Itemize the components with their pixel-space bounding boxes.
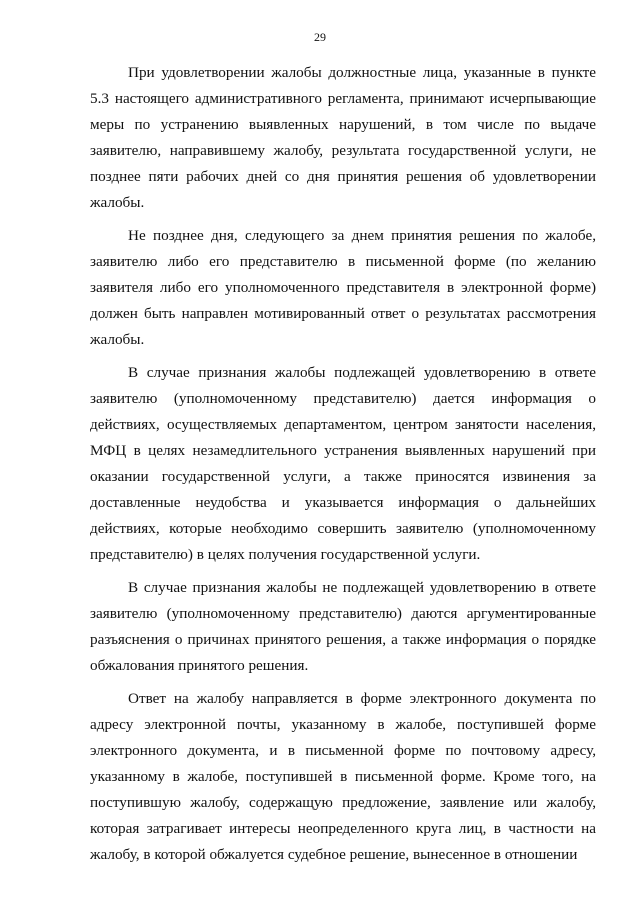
paragraph-line: позднее пяти рабочих дней со дня принятия решения об удовлетворении xyxy=(90,168,596,185)
paragraph-line: жалобы. xyxy=(90,194,145,211)
paragraph-gap xyxy=(90,216,596,223)
paragraph-line: заявителю (уполномоченному представителю) даются аргументированные xyxy=(90,605,596,622)
paragraph-line: жалобу, в которой обжалуется судебное решение, вынесенное в отношении xyxy=(90,846,578,863)
paragraph-line: представителю) в целях получения государственной услуги. xyxy=(90,546,481,563)
paragraph-gap xyxy=(90,679,596,686)
paragraph-line: 5.3 настоящего административного регламента, принимают исчерпывающие xyxy=(90,90,596,107)
paragraph-line: поступившую жалобу, содержащую предложение, заявление или жалобу, xyxy=(90,794,596,811)
paragraph-line: которая затрагивает интересы неопределенного круга лиц, в частности на xyxy=(90,820,596,837)
page-number: 29 xyxy=(314,30,326,44)
paragraph-line: электронного документа, и в письменной форме по почтовому адресу, xyxy=(90,742,596,759)
paragraph-line: В случае признания жалобы подлежащей удовлетворению в ответе xyxy=(128,364,596,381)
paragraph-line: меры по устранению выявленных нарушений, в том числе по выдаче xyxy=(90,116,596,133)
paragraph-line: жалобы. xyxy=(90,331,145,348)
paragraph-line: МФЦ в целях незамедлительного устранения выявленных нарушений при xyxy=(90,442,596,459)
paragraph-line: Ответ на жалобу направляется в форме электронного документа по xyxy=(128,690,596,707)
paragraph-line: заявителю, направившему жалобу, результата государственной услуги, не xyxy=(90,142,596,159)
paragraph-line: Не позднее дня, следующего за днем принятия решения по жалобе, xyxy=(128,227,596,244)
paragraph-line: действиях, осуществляемых департаментом, центром занятости населения, xyxy=(90,416,596,433)
paragraph-4 xyxy=(90,575,596,679)
paragraph-line: адресу электронной почты, указанному в жалобе, поступившей форме xyxy=(90,716,596,733)
paragraph-line: разъяснения о причинах принятого решения, а также информация о порядке xyxy=(90,631,596,648)
paragraph-line: В случае признания жалобы не подлежащей удовлетворению в ответе xyxy=(128,579,596,596)
paragraph-line: При удовлетворении жалобы должностные лица, указанные в пункте xyxy=(128,64,596,81)
paragraph-gap xyxy=(90,568,596,575)
paragraph-line: заявителю (уполномоченному представителю) дается информация о xyxy=(90,390,596,407)
paragraph-line: обжалования принятого решения. xyxy=(90,657,309,674)
paragraph-line: заявителю либо его представителю в письменной форме (по желанию xyxy=(90,253,596,270)
paragraph-gap xyxy=(90,353,596,360)
paragraph-line: заявителя либо его уполномоченного представителя в электронной форме) xyxy=(90,279,596,296)
paragraph-2 xyxy=(90,223,596,353)
paragraph-3 xyxy=(90,360,596,568)
paragraph-line: должен быть направлен мотивированный ответ о результатах рассмотрения xyxy=(90,305,596,322)
paragraph-line: оказании государственной услуги, а также приносятся извинения за xyxy=(90,468,596,485)
paragraph-line: доставленные неудобства и указывается информация о дальнейших xyxy=(90,494,596,511)
body-text xyxy=(90,60,596,868)
paragraph-1 xyxy=(90,60,596,216)
paragraph-line: указанному в жалобе, поступившей в письменной форме. Кроме того, на xyxy=(90,768,596,785)
paragraph-5 xyxy=(90,686,596,868)
paragraph-line: действиях, которые необходимо совершить заявителю (уполномоченному xyxy=(90,520,596,537)
